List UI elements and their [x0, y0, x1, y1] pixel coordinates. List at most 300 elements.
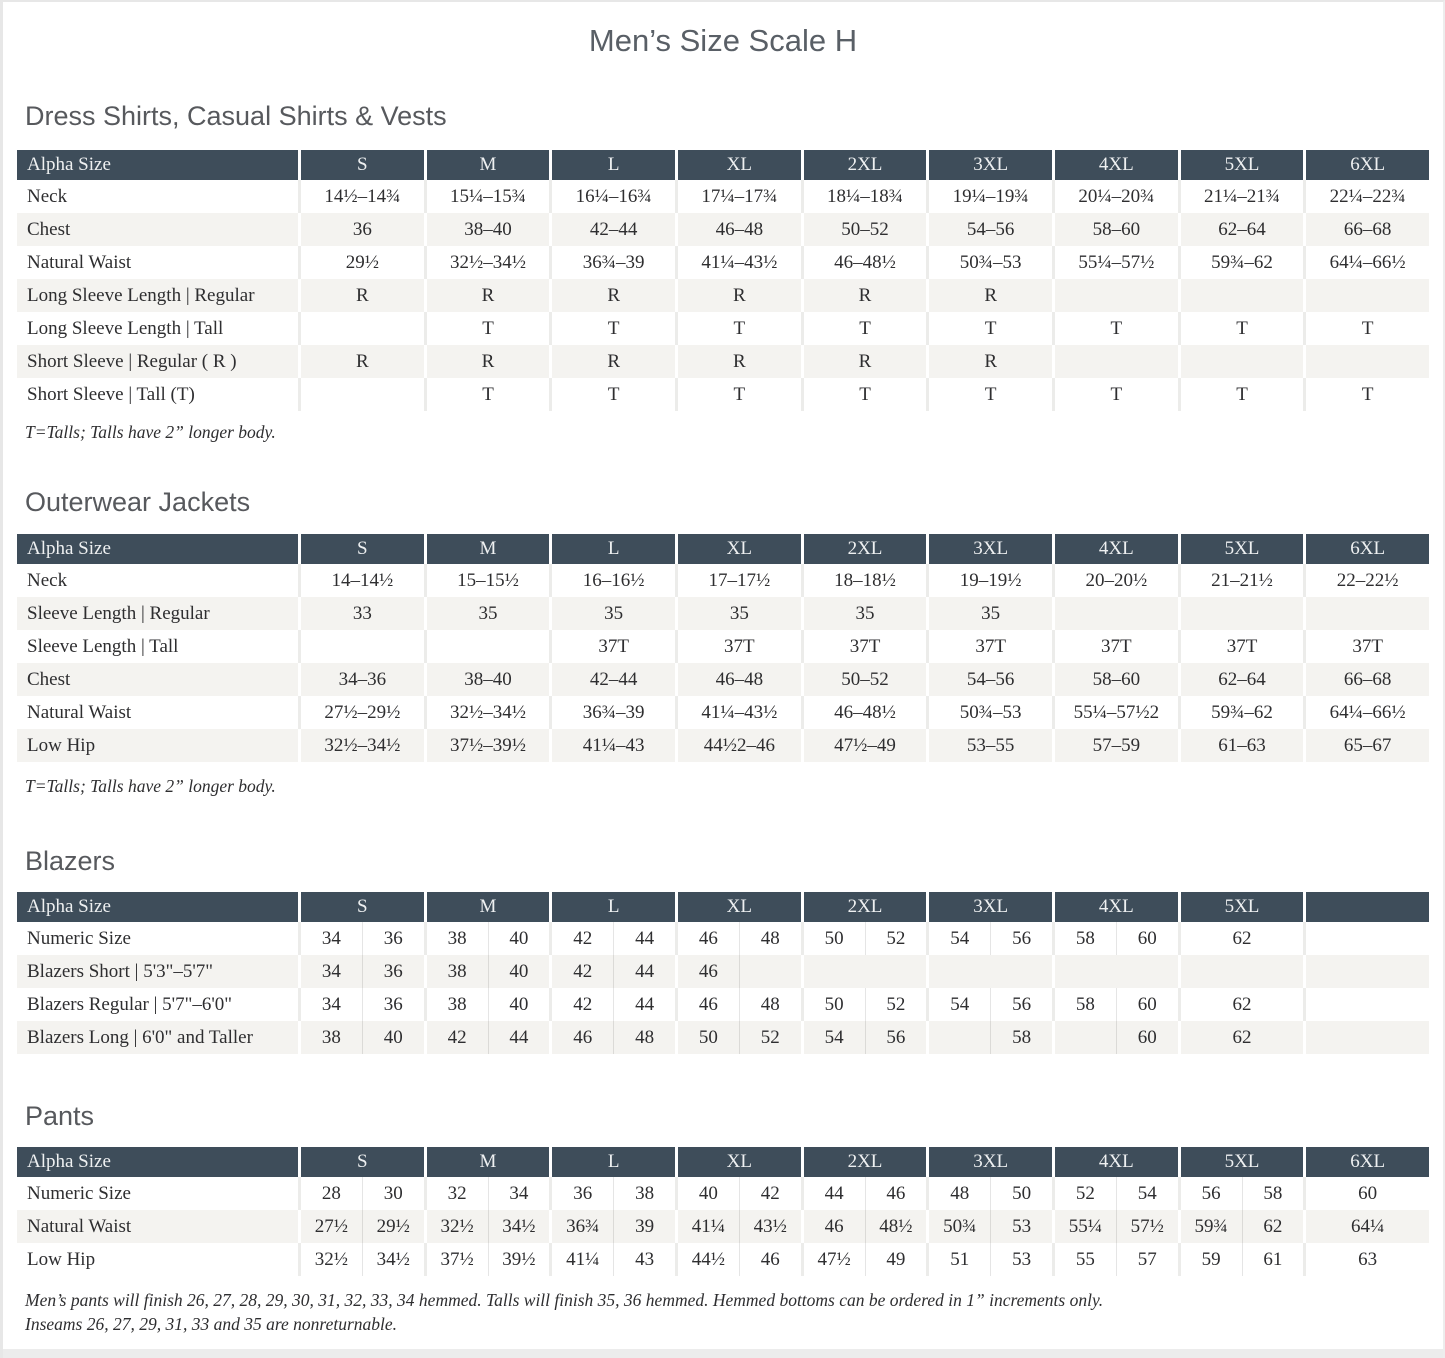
table-header-row — [17, 892, 1429, 922]
row-label: Sleeve Length | Tall — [17, 630, 298, 663]
table-cell: 42–44 — [552, 213, 675, 246]
table-subcell: 61 — [1242, 1243, 1304, 1276]
table-cell — [1306, 597, 1429, 630]
table-row — [17, 246, 1429, 279]
table-subcell: 34½ — [488, 1210, 550, 1243]
table-cell: 14½–14¾ — [301, 180, 424, 213]
table-cell: 59¾–62 — [1181, 246, 1304, 279]
table-cell — [804, 1021, 927, 1054]
outerwear-footnote: T=Talls; Talls have 2” longer body. — [25, 776, 276, 796]
table-subcell: 38 — [447, 960, 467, 982]
table-cell: 54–56 — [929, 213, 1052, 246]
table-subcell: 38 — [447, 927, 467, 949]
table-cell — [1055, 1021, 1178, 1054]
table-subcell: 40 — [698, 1182, 718, 1204]
table-header-row — [17, 534, 1429, 564]
table-subcell: 39½ — [488, 1243, 550, 1276]
table-cell — [552, 1243, 675, 1276]
table-cell: 50¾–53 — [929, 696, 1052, 729]
column-header: 3XL — [929, 534, 1052, 564]
table-cell — [1055, 1243, 1178, 1276]
table-cell: T — [678, 378, 801, 411]
corner-header: Alpha Size — [17, 892, 298, 922]
table-subcell: 36¾ — [566, 1215, 600, 1237]
table-subcell: 48 — [950, 1182, 970, 1204]
table-subcell: 56 — [990, 988, 1052, 1021]
table-subcell: 53 — [990, 1243, 1052, 1276]
section-title-pants: Pants — [25, 1101, 95, 1131]
table-cell — [678, 1177, 801, 1210]
table-cell: T — [678, 312, 801, 345]
table-cell: 41¼–43½ — [678, 696, 801, 729]
table-subcell: 36 — [362, 955, 424, 988]
table-cell — [1306, 1021, 1429, 1054]
page-bottom-strip — [3, 1349, 1443, 1358]
table-cell: 61–63 — [1181, 729, 1304, 762]
table-subcell: 49 — [865, 1243, 927, 1276]
row-label: Chest — [17, 663, 298, 696]
table-cell — [552, 1177, 675, 1210]
column-header: 4XL — [1055, 892, 1178, 922]
column-header: L — [552, 1147, 675, 1177]
table-cell — [301, 1177, 424, 1210]
table-cell — [678, 988, 801, 1021]
row-label: Chest — [17, 213, 298, 246]
column-header: 2XL — [804, 1147, 927, 1177]
table-cell — [552, 1021, 675, 1054]
table-cell: R — [301, 345, 424, 378]
table-subcell: 48½ — [865, 1210, 927, 1243]
table-cell — [1055, 1177, 1178, 1210]
table-subcell: 42 — [447, 1026, 467, 1048]
table-subcell: 54 — [824, 1026, 844, 1048]
column-header: 5XL — [1181, 1147, 1304, 1177]
table-cell — [301, 1210, 424, 1243]
table-cell: 37½–39½ — [427, 729, 550, 762]
table-cell — [1055, 955, 1178, 988]
section-title-blazers: Blazers — [25, 846, 116, 876]
table-cell: 35 — [929, 597, 1052, 630]
table-subcell: 44 — [613, 988, 675, 1021]
table-subcell: 41¼ — [566, 1248, 600, 1270]
table-cell — [427, 922, 550, 955]
table-cell — [552, 988, 675, 1021]
table-cell: 41¼–43 — [552, 729, 675, 762]
table-cell: 32½–34½ — [427, 246, 550, 279]
table-subcell: 40 — [488, 988, 550, 1021]
row-label: Numeric Size — [17, 1177, 298, 1210]
column-header: S — [301, 1147, 424, 1177]
column-header: M — [427, 534, 550, 564]
table-subcell: 38 — [613, 1177, 675, 1210]
table-cell: 16–16½ — [552, 564, 675, 597]
table-cell: 20–20½ — [1055, 564, 1178, 597]
table-subcell: 32½ — [314, 1248, 349, 1270]
table-cell: 35 — [804, 597, 927, 630]
table-row — [17, 378, 1429, 411]
table-row — [17, 279, 1429, 312]
table-subcell — [929, 1021, 990, 1054]
table-subcell: 34 — [321, 993, 341, 1015]
table-cell — [427, 1243, 550, 1276]
table-cell: 65–67 — [1306, 729, 1429, 762]
table-cell: 38–40 — [427, 213, 550, 246]
column-header: XL — [678, 150, 801, 180]
table-cell — [552, 922, 675, 955]
table-cell — [1306, 988, 1429, 1021]
table-subcell: 58 — [990, 1021, 1052, 1054]
table-subcell: 60 — [1116, 922, 1178, 955]
table-cell — [804, 922, 927, 955]
table-subcell — [739, 955, 801, 988]
column-header: 4XL — [1055, 150, 1178, 180]
table-cell — [427, 1021, 550, 1054]
row-label: Low Hip — [17, 1243, 298, 1276]
table-subcell: 40 — [362, 1021, 424, 1054]
row-label: Neck — [17, 180, 298, 213]
table-subcell: 52 — [865, 988, 927, 1021]
table-cell: 37T — [804, 630, 927, 663]
table-cell: R — [427, 345, 550, 378]
table-cell — [552, 1210, 675, 1243]
pants-table — [17, 1147, 1429, 1276]
table-subcell: 60 — [1116, 1021, 1178, 1054]
table-cell: 21–21½ — [1181, 564, 1304, 597]
table-cell — [427, 988, 550, 1021]
table-cell: 27½–29½ — [301, 696, 424, 729]
column-header: L — [552, 534, 675, 564]
table-cell: 50–52 — [804, 213, 927, 246]
table-cell: 22¼–22¾ — [1306, 180, 1429, 213]
table-subcell: 38 — [321, 1026, 341, 1048]
dress-shirts-table — [17, 150, 1429, 411]
table-subcell: 36 — [362, 922, 424, 955]
table-subcell: 55 — [1075, 1248, 1095, 1270]
table-cell: 18¼–18¾ — [804, 180, 927, 213]
table-cell: 50–52 — [804, 663, 927, 696]
table-cell — [301, 630, 424, 663]
table-cell — [1181, 279, 1304, 312]
table-subcell: 58 — [1242, 1177, 1304, 1210]
table-row — [17, 213, 1429, 246]
table-cell: R — [301, 279, 424, 312]
table-subcell: 51 — [950, 1248, 970, 1270]
table-cell: 17–17½ — [678, 564, 801, 597]
pants-footnote-line2: Inseams 26, 27, 29, 31, 33 and 35 are nonreturnable. — [25, 1314, 398, 1334]
column-header: 4XL — [1055, 534, 1178, 564]
table-subcell: 42 — [573, 993, 593, 1015]
table-subcell: 57½ — [1116, 1210, 1178, 1243]
table-cell: R — [929, 279, 1052, 312]
table-cell: 50¾–53 — [929, 246, 1052, 279]
pants-footnote-line1: Men’s pants will finish 26, 27, 28, 29, 30, 31, 32, 33, 34 hemmed. Talls will finish 35, 36 hemmed. Hemmed bottoms can be ordered in 1” increments only. — [25, 1290, 1104, 1310]
table-cell — [804, 1210, 927, 1243]
table-cell: 47½–49 — [804, 729, 927, 762]
table-cell: 54–56 — [929, 663, 1052, 696]
table-cell — [929, 1243, 1052, 1276]
table-cell — [301, 1243, 424, 1276]
table-cell: T — [1181, 378, 1304, 411]
blazers-table — [17, 892, 1429, 1054]
table-cell: T — [427, 312, 550, 345]
row-label: Long Sleeve Length | Regular — [17, 279, 298, 312]
table-subcell: 50 — [824, 927, 844, 949]
section-title-outerwear: Outerwear Jackets — [25, 487, 251, 517]
table-cell: 35 — [427, 597, 550, 630]
table-cell — [1306, 279, 1429, 312]
table-cell — [552, 955, 675, 988]
table-cell: T — [552, 378, 675, 411]
table-cell: 44½2–46 — [678, 729, 801, 762]
table-subcell: 34 — [321, 960, 341, 982]
table-cell — [1055, 597, 1178, 630]
table-subcell: 40 — [488, 922, 550, 955]
section-title-dress-shirts: Dress Shirts, Casual Shirts & Vests — [25, 101, 447, 131]
table-cell: 38–40 — [427, 663, 550, 696]
table-subcell: 32 — [447, 1182, 467, 1204]
table-subcell: 38 — [447, 993, 467, 1015]
table-cell: 63 — [1306, 1243, 1429, 1276]
table-cell: 37T — [1181, 630, 1304, 663]
table-subcell: 56 — [990, 922, 1052, 955]
table-subcell: 57 — [1116, 1243, 1178, 1276]
column-header — [1306, 892, 1429, 922]
table-subcell: 59¾ — [1194, 1215, 1228, 1237]
column-header: M — [427, 892, 550, 922]
table-cell: 16¼–16¾ — [552, 180, 675, 213]
table-cell: 55¼–57½2 — [1055, 696, 1178, 729]
table-subcell: 44½ — [691, 1248, 726, 1270]
table-cell: 46–48 — [678, 213, 801, 246]
column-header: 4XL — [1055, 1147, 1178, 1177]
table-subcell: 50 — [698, 1026, 718, 1048]
column-header: S — [301, 892, 424, 922]
table-cell — [804, 988, 927, 1021]
table-cell: 37T — [929, 630, 1052, 663]
table-cell: 14–14½ — [301, 564, 424, 597]
column-header: 5XL — [1181, 892, 1304, 922]
table-subcell: 44 — [613, 922, 675, 955]
table-cell: 59¾–62 — [1181, 696, 1304, 729]
table-row — [17, 955, 1429, 988]
table-cell — [1306, 922, 1429, 955]
column-header: 6XL — [1306, 1147, 1429, 1177]
table-cell — [1055, 345, 1178, 378]
table-cell: T — [1055, 312, 1178, 345]
table-subcell: 40 — [488, 955, 550, 988]
table-cell: T — [929, 312, 1052, 345]
table-cell: 19–19½ — [929, 564, 1052, 597]
table-row — [17, 630, 1429, 663]
table-subcell: 52 — [739, 1021, 801, 1054]
table-row — [17, 1210, 1429, 1243]
table-cell: T — [427, 378, 550, 411]
table-cell: R — [678, 279, 801, 312]
table-subcell: 37½ — [440, 1248, 474, 1270]
table-cell: 58–60 — [1055, 213, 1178, 246]
table-cell — [929, 922, 1052, 955]
table-subcell: 39 — [613, 1210, 675, 1243]
table-subcell: 34 — [321, 927, 341, 949]
row-label: Short Sleeve | Regular ( R ) — [17, 345, 298, 378]
table-row — [17, 696, 1429, 729]
table-row — [17, 312, 1429, 345]
row-label: Blazers Long | 6'0" and Taller — [17, 1021, 298, 1054]
table-cell — [427, 630, 550, 663]
table-subcell: 47½ — [817, 1248, 851, 1270]
table-cell — [1181, 1177, 1304, 1210]
column-header: 2XL — [804, 150, 927, 180]
table-subcell: 44 — [824, 1182, 844, 1204]
table-cell: 58–60 — [1055, 663, 1178, 696]
table-cell — [678, 1243, 801, 1276]
table-cell: 37T — [678, 630, 801, 663]
table-cell — [427, 1210, 550, 1243]
table-subcell: 46 — [698, 927, 718, 949]
column-header: 2XL — [804, 534, 927, 564]
table-cell: 64¼ — [1306, 1210, 1429, 1243]
table-cell — [301, 378, 424, 411]
table-cell: R — [804, 279, 927, 312]
table-cell: 22–22½ — [1306, 564, 1429, 597]
table-cell — [427, 1177, 550, 1210]
table-cell: 34–36 — [301, 663, 424, 696]
table-row — [17, 345, 1429, 378]
column-header: XL — [678, 1147, 801, 1177]
table-cell: 32½–34½ — [301, 729, 424, 762]
table-cell: 21¼–21¾ — [1181, 180, 1304, 213]
table-cell — [678, 922, 801, 955]
table-subcell: 30 — [362, 1177, 424, 1210]
table-subcell — [1055, 1021, 1116, 1054]
row-label: Blazers Regular | 5'7"–6'0" — [17, 988, 298, 1021]
corner-header: Alpha Size — [17, 1147, 298, 1177]
table-subcell: 34½ — [362, 1243, 424, 1276]
table-cell: T — [804, 312, 927, 345]
table-cell: R — [804, 345, 927, 378]
row-label: Short Sleeve | Tall (T) — [17, 378, 298, 411]
table-cell: 37T — [1306, 630, 1429, 663]
table-cell — [1181, 955, 1304, 988]
table-cell: R — [427, 279, 550, 312]
table-cell — [1055, 279, 1178, 312]
table-cell: 64¼–66½ — [1306, 696, 1429, 729]
column-header: S — [301, 534, 424, 564]
table-cell: 33 — [301, 597, 424, 630]
table-subcell: 42 — [739, 1177, 801, 1210]
table-row — [17, 922, 1429, 955]
column-header: 5XL — [1181, 534, 1304, 564]
table-cell: 15¼–15¾ — [427, 180, 550, 213]
table-cell — [929, 1210, 1052, 1243]
table-cell: 55¼–57½ — [1055, 246, 1178, 279]
column-header: 3XL — [929, 150, 1052, 180]
column-header: M — [427, 1147, 550, 1177]
table-cell — [1055, 922, 1178, 955]
table-cell: 18–18½ — [804, 564, 927, 597]
table-cell: 66–68 — [1306, 663, 1429, 696]
table-cell: 62–64 — [1181, 663, 1304, 696]
table-row — [17, 663, 1429, 696]
table-subcell: 46 — [739, 1243, 801, 1276]
table-cell — [1181, 1243, 1304, 1276]
table-cell: 29½ — [301, 246, 424, 279]
table-cell: 36 — [301, 213, 424, 246]
column-header: 2XL — [804, 892, 927, 922]
table-subcell: 58 — [1075, 993, 1095, 1015]
table-cell: 62–64 — [1181, 213, 1304, 246]
table-row — [17, 729, 1429, 762]
table-subcell: 62 — [1242, 1210, 1304, 1243]
table-cell: 62 — [1181, 1021, 1304, 1054]
table-subcell: 44 — [488, 1021, 550, 1054]
row-label: Numeric Size — [17, 922, 298, 955]
table-cell — [301, 312, 424, 345]
table-subcell: 55¼ — [1068, 1215, 1103, 1237]
table-cell: 36¾–39 — [552, 246, 675, 279]
table-cell — [301, 955, 424, 988]
table-cell: 62 — [1181, 988, 1304, 1021]
table-cell — [1306, 345, 1429, 378]
table-cell: 60 — [1306, 1177, 1429, 1210]
column-header: 5XL — [1181, 150, 1304, 180]
table-cell — [1181, 1210, 1304, 1243]
table-cell — [804, 955, 927, 988]
column-header: L — [552, 150, 675, 180]
table-cell: T — [804, 378, 927, 411]
row-label: Neck — [17, 564, 298, 597]
table-cell — [301, 922, 424, 955]
table-cell: 36¾–39 — [552, 696, 675, 729]
table-subcell: 58 — [1075, 927, 1095, 949]
table-subcell: 46 — [865, 1177, 927, 1210]
table-subcell: 56 — [865, 1021, 927, 1054]
table-cell — [1181, 345, 1304, 378]
table-subcell: 36 — [362, 988, 424, 1021]
table-subcell: 46 — [698, 993, 718, 1015]
outerwear-table — [17, 534, 1429, 762]
row-label: Long Sleeve Length | Tall — [17, 312, 298, 345]
table-cell — [804, 1243, 927, 1276]
corner-header: Alpha Size — [17, 534, 298, 564]
table-subcell: 53 — [990, 1210, 1052, 1243]
table-subcell: 48 — [739, 922, 801, 955]
table-cell: T — [1055, 378, 1178, 411]
table-subcell: 46 — [698, 960, 718, 982]
dress-shirts-footnote: T=Talls; Talls have 2” longer body. — [25, 422, 276, 442]
table-subcell: 52 — [1075, 1182, 1095, 1204]
table-row — [17, 564, 1429, 597]
column-header: XL — [678, 892, 801, 922]
table-cell: T — [1181, 312, 1304, 345]
table-subcell: 34 — [488, 1177, 550, 1210]
row-label: Natural Waist — [17, 1210, 298, 1243]
table-cell — [301, 1021, 424, 1054]
table-row — [17, 180, 1429, 213]
table-subcell: 54 — [1116, 1177, 1178, 1210]
table-cell: 62 — [1181, 922, 1304, 955]
table-cell: R — [552, 345, 675, 378]
table-subcell: 56 — [1201, 1182, 1221, 1204]
table-cell: 35 — [678, 597, 801, 630]
table-cell: 17¼–17¾ — [678, 180, 801, 213]
table-subcell: 60 — [1116, 988, 1178, 1021]
column-header: 3XL — [929, 1147, 1052, 1177]
row-label: Natural Waist — [17, 696, 298, 729]
table-cell: 66–68 — [1306, 213, 1429, 246]
table-cell — [678, 1210, 801, 1243]
table-row — [17, 597, 1429, 630]
